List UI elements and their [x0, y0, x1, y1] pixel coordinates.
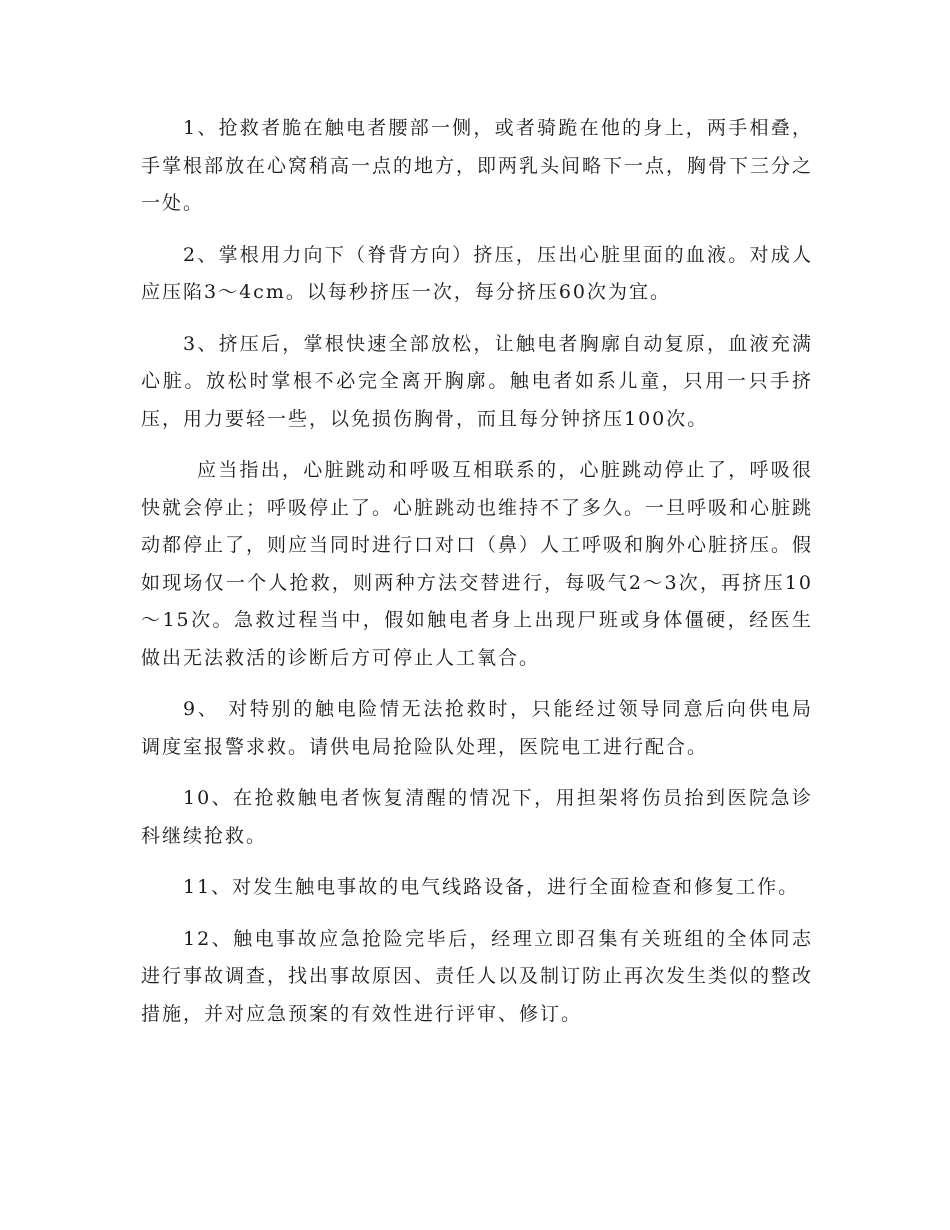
- paragraph-step-10: 10、在抢救触电者恢复清醒的情况下，用担架将伤员抬到医院急诊科继续抢救。: [141, 787, 813, 847]
- paragraph-step-11: 11、对发生触电事故的电气线路设备，进行全面检查和修复工作。: [183, 876, 800, 898]
- paragraph-step-3: 3、挤压后，掌根快速全部放松，让触电者胸廓自动复原，血液充满心脏。放松时掌根不必完全离开胸廓。触电者如系儿童，只用一只手挤压，用力要轻一些，以免损伤胸骨，而且每分钟挤压100次。: [141, 332, 813, 430]
- paragraph-step-9: 9、 对特别的触电险情无法抢救时，只能经过领导同意后向供电局调度室报警求救。请供电局抢险队处理，医院电工进行配合。: [141, 698, 813, 758]
- paragraph-step-1: 1、抢救者脆在触电者腰部一侧，或者骑跪在他的身上，两手相叠，手掌根部放在心窝稍高一点的地方，即两乳头间略下一点，胸骨下三分之一处。: [141, 117, 814, 214]
- document-body: [141, 110, 813, 1047]
- paragraph-step-2: 2、掌根用力向下（脊背方向）挤压，压出心脏里面的血液。对成人应压陷3～4cm。以每秒挤压一次，每分挤压60次为宜。: [141, 243, 813, 303]
- paragraph-note: 应当指出，心脏跳动和呼吸互相联系的，心脏跳动停止了，呼吸很快就会停止；呼吸停止了。心脏跳动也维持不了多久。一旦呼吸和心脏跳动都停止了，则应当同时进行口对口（鼻）人工呼吸和胸外心脏挤压。假如现场仅一个人抢救，则两种方法交替进行，每吸气2～3次，再挤压10～15次。急救过程当中，假如触电者身上出现尸班或身体僵硬，经医生做出无法救活的诊断后方可停止人工氧合。: [141, 459, 814, 669]
- paragraph-step-12: 12、触电事故应急抢险完毕后，经理立即召集有关班组的全体同志进行事故调查，找出事故原因、责任人以及制订防止再次发生类似的整改措施，并对应急预案的有效性进行评审、修订。: [141, 927, 814, 1025]
